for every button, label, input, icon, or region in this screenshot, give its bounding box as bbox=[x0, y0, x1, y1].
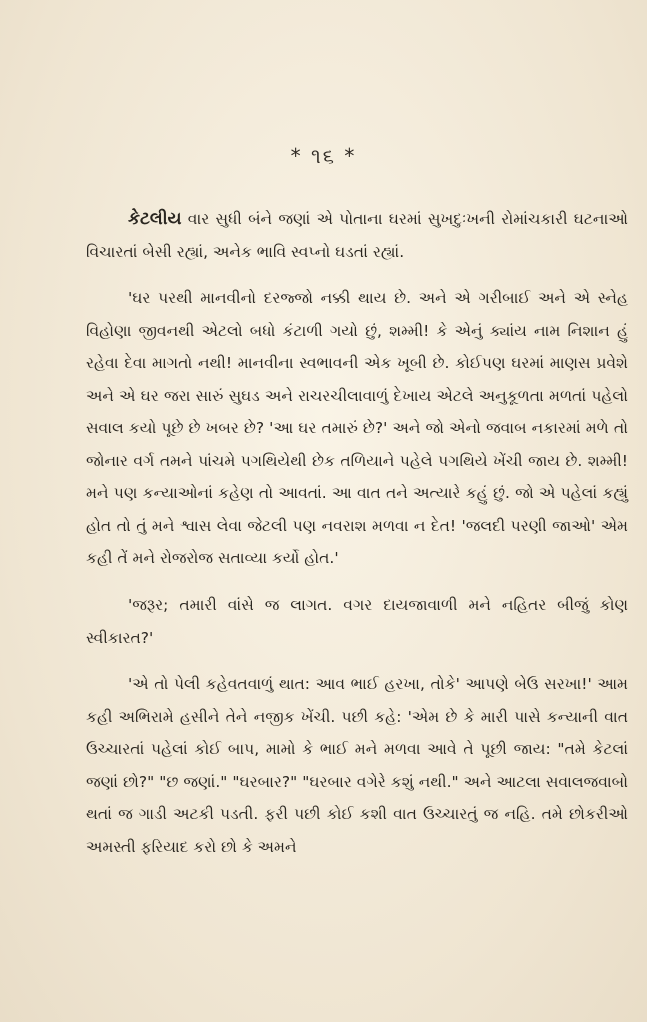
paragraph-4 bbox=[86, 668, 628, 863]
paragraph-body: વાર સુધી બંને જણાં એ પોતાના ઘરમાં સુખદુઃખની રોમાંચકારી ઘટનાઓ વિચારતાં બેસી રહ્યાં, અનેક ભાવિ સ્વપ્નો ઘડતાં રહ્યાં. bbox=[86, 210, 628, 261]
paragraph-text: 'એ તો પેલી કહેવતવાળું થાત: આવ ભાઈ હરખા, તોકે' આપણે બેઉ સરખા!' આમ કહી અભિરામે હસીને તેને નજીક ખેંચી. પછી કહે: 'એમ છે કે મારી પાસે કન્યાની વાત ઉચ્ચારતાં પહેલાં કોઈ બાપ, મામો કે ભાઈ મને મળવા આવે તે પૂછી જાય: "તમે કેટલાં જણાં છો?" "છ જણાં." "ઘરબાર?" "ઘરબાર વગેરે કશું નથી." અને આટલા સવાલજવાબો થતાં જ ગાડી અટકી પડતી. ફરી પછી કોઈ કશી વાત ઉચ્ચારતું જ નહિ. તમે છોકરીઓ અમસ્તી ફરિયાદ કરો છો કે અમને bbox=[86, 675, 628, 856]
paragraph-1 bbox=[86, 203, 628, 268]
paragraph-2 bbox=[86, 282, 628, 575]
chapter-heading: * ૧૬ * bbox=[290, 144, 357, 168]
paragraph-3 bbox=[86, 589, 628, 654]
paragraph-text: 'ઘર પરથી માનવીનો દરજ્જો નક્કી થાય છે. અને એ ગરીબાઈ અને એ સ્નેહ વિહોણા જીવનથી એટલો બધો કંટાળી ગયો છું, શમ્મી! કે એનું ક્યાંય નામ નિશાન હું રહેવા દેવા માગતો નથી! માનવીના સ્વભાવની એક ખૂબી છે. કોઈપણ ઘરમાં માણસ પ્રવેશે અને એ ઘર જરા સારું સુઘડ અને રાચરચીલાવાળું દેખાય એટલે અનુકૂળતા મળતાં પહેલો સવાલ કયો પૂછે છે ખબર છે? 'આ ઘર તમારું છે?' અને જો એનો જવાબ નકારમાં મળે તો જોનાર વર્ગ તમને પાંચમે પગથિયેથી છેક તળિયાને પહેલે પગથિયે ખેંચી જાય છે. શમ્મી! મને પણ કન્યાઓનાં કહેણ તો આવતાં. આ વાત તને અત્યારે કહું છું. જો એ પહેલાં કહ્યું હોત તો તું મને શ્વાસ લેવા જેટલી પણ નવરાશ મળવા ન દેત! 'જલદી પરણી જાઓ' એમ કહી તેં મને રોજરોજ સતાવ્યા કર્યો હોત.' bbox=[86, 289, 628, 567]
paragraph-lead-word: કેટલીય bbox=[128, 209, 182, 229]
paragraph-text: 'જરૂર; તમારી વાંસે જ લાગત. વગર દાયજાવાળી મને નહિતર બીજું કોણ સ્વીકારત?' bbox=[86, 596, 628, 647]
paragraph-text bbox=[86, 203, 628, 268]
